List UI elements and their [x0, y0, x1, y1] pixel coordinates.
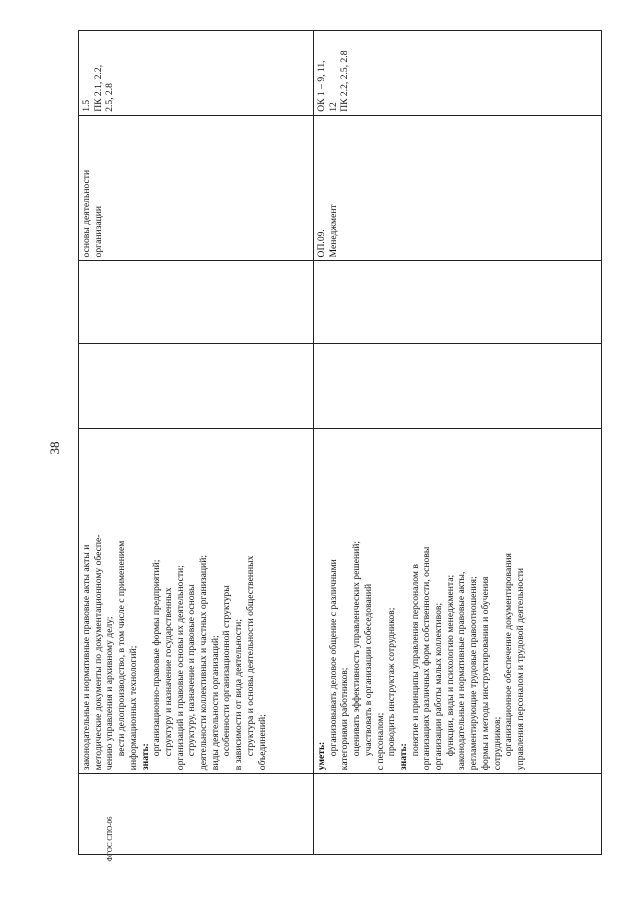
requirement-line: структуру и назначение государственных: [162, 587, 174, 757]
requirement-line: методические документы по документационному обеспе-: [92, 534, 104, 771]
requirements-cell: [79, 428, 313, 773]
requirement-line: организаций и правовые основы их деятельности;: [174, 565, 186, 771]
hours-mandatory-cell: [79, 260, 313, 343]
requirement-line: уметь:: [316, 741, 327, 771]
page-number: 38: [47, 441, 62, 455]
requirement-line: организации работы малых коллективов;: [433, 602, 445, 771]
requirement-line: знать:: [139, 743, 151, 771]
footer-code: ФГОС СПО-06: [106, 816, 114, 862]
requirement-line: регламентирующие трудовые правоотношения;: [468, 576, 480, 771]
empty-cell: [79, 773, 313, 854]
competency-code: ОК 1 – 9, 11,: [316, 60, 327, 112]
requirement-line: организационно-правовые формы предприятий;: [151, 559, 163, 757]
table-row: [78, 30, 314, 855]
requirement-line: организациях различных форм собственности, основы: [421, 546, 433, 771]
table-row: [314, 30, 602, 855]
requirement-line: вести делопроизводство, в том числе с применением: [116, 540, 128, 757]
requirement-line: организовывать деловое общение с различными: [327, 559, 339, 757]
requirement-line: сотрудников;: [491, 716, 503, 771]
requirements-cell: [314, 428, 601, 773]
competencies-cell: [314, 31, 601, 115]
discipline-code: ОП.09.: [316, 229, 327, 258]
discipline-name: Менеджмент: [327, 204, 339, 258]
requirement-line: функции, виды и психологию менеджмента;: [444, 574, 456, 757]
requirement-line: участвовать в организации собеседований: [362, 583, 374, 757]
hours-mandatory-cell: [314, 260, 601, 343]
requirement-line: проводить инструктаж сотрудников;: [386, 607, 398, 757]
requirement-line: чению управления и архивному делу;: [104, 616, 116, 771]
requirement-line: деятельности коллективных и частных организаций;: [198, 555, 210, 771]
requirement-line: управления персоналом и трудовой деятельности: [514, 567, 526, 771]
requirement-line: объединений;: [256, 714, 268, 771]
requirement-line: оценивать эффективность управленческих решений;: [351, 540, 363, 757]
hours-max-cell: [314, 343, 601, 428]
requirement-line: информационных технологий;: [127, 645, 139, 771]
requirement-line: особенности организационной структуры: [221, 585, 233, 757]
competency-code: 2.5, 2.8: [104, 83, 116, 112]
requirement-line: с персоналом;: [374, 712, 386, 771]
requirement-line: законодательные и нормативные правовые акты,: [456, 571, 468, 771]
requirement-line: знать:: [397, 743, 409, 771]
requirement-line: организационное обеспечение документирования: [503, 553, 515, 757]
discipline-cell: [79, 115, 313, 261]
competency-code: ПК 2.2, 2.5, 2.8: [339, 50, 351, 112]
competency-code: 1.5: [81, 99, 92, 112]
requirement-line: виды деятельности организаций;: [209, 635, 221, 771]
requirement-line: понятие и принципы управления персоналом в: [409, 564, 421, 757]
requirement-line: структура и основы деятельности общественных: [244, 555, 256, 757]
hours-max-cell: [79, 343, 313, 428]
competency-code: 12: [327, 102, 339, 112]
competency-code: ПК 2.1, 2.2,: [92, 64, 104, 112]
discipline-name: основы деятельности организации: [81, 167, 104, 258]
requirement-line: в зависимости от вида деятельности;: [233, 619, 245, 771]
requirement-line: законодательные и нормативные правовые акты акты и: [81, 544, 92, 771]
discipline-cell: [314, 115, 601, 261]
empty-cell: [314, 773, 601, 854]
competencies-cell: [79, 31, 313, 115]
requirement-line: структуру, назначение и правовые основы: [186, 584, 198, 757]
requirement-line: категориями работников;: [339, 667, 351, 771]
curriculum-table: [78, 30, 602, 855]
requirement-line: формы и методы инструктирования и обучения: [479, 576, 491, 771]
